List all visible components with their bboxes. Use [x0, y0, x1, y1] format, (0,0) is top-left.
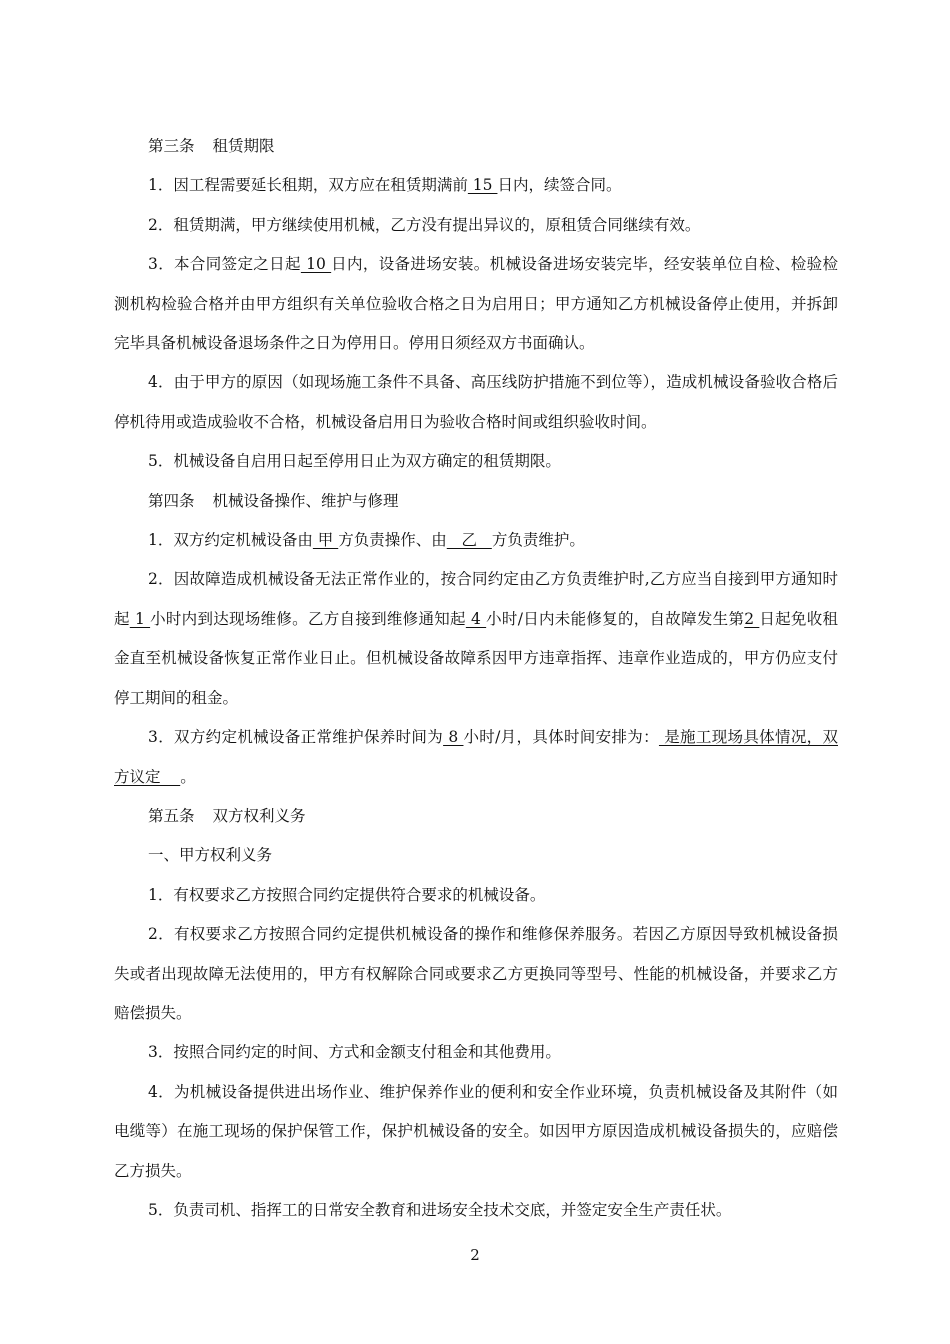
clause-text: 1．双方约定机械设备由 — [148, 531, 313, 550]
article-5-heading — [114, 797, 838, 836]
article-4-clause-2 — [114, 560, 838, 718]
article-4-number: 第四条 — [148, 491, 195, 510]
clause-text: 小时/月，具体时间安排为： — [463, 728, 659, 747]
contract-body — [114, 127, 838, 1230]
clause-text: 5．负责司机、指挥工的日常安全教育和进场安全技术交底，并签定安全生产责任状。 — [148, 1200, 732, 1219]
clause-text: 小时内到达现场维修。乙方自接到维修通知起 — [150, 609, 466, 628]
clause-text: 日起免收租金直至机械设备恢复正常作业日止。但机械设备故障系因甲方违章指挥、违章作业造成的，甲方仍应支付停工期间的租金。 — [114, 609, 838, 707]
article-5-clause-1 — [114, 876, 838, 915]
article-5-subheading-party-a: 一、甲方权利义务 — [148, 846, 273, 865]
article-3-clause-2 — [114, 206, 838, 245]
page-number: 2 — [470, 1246, 480, 1264]
article-5-clause-3 — [114, 1033, 838, 1072]
article-4-clause-3 — [114, 718, 838, 797]
clause-text: 小时/日内未能修复的，自故障发生第 — [486, 609, 745, 628]
clause-text: 3．按照合同约定的时间、方式和金额支付租金和其他费用。 — [148, 1043, 561, 1062]
clause-text: 2．租赁期满，甲方继续使用机械，乙方没有提出异议的，原租赁合同继续有效。 — [148, 215, 701, 234]
clause-text: 1．因工程需要延长租期，双方应在租赁期满前 — [148, 176, 468, 195]
arrival-hours-field: 1 — [129, 609, 151, 628]
article-5-clause-4 — [114, 1073, 838, 1191]
schedule-arrangement-field: 是施工现场具体情况，双方议定 — [114, 728, 838, 786]
renewal-days-field: 15 — [467, 176, 498, 195]
article-5-clause-2 — [114, 915, 838, 1033]
article-3-clause-4 — [114, 363, 838, 442]
clause-text: 。 — [180, 767, 196, 786]
article-5-clause-5 — [114, 1191, 838, 1230]
article-3-clause-5 — [114, 442, 838, 481]
article-4-clause-1 — [114, 521, 838, 560]
rent-free-day-field: 2 — [744, 609, 760, 628]
article-4-title: 机械设备操作、维护与修理 — [212, 491, 399, 510]
clause-text: 2．有权要求乙方按照合同约定提供机械设备的操作和维修保养服务。若因乙方原因导致机械设备损失或者出现故障无法使用的，甲方有权解除合同或要求乙方更换同等型号、性能的机械设备，并要求乙方赔偿损失。 — [114, 925, 838, 1022]
clause-text: 3．双方约定机械设备正常维护保养时间为 — [148, 728, 444, 747]
article-3-clause-3 — [114, 245, 838, 363]
clause-text: 方负责操作、由 — [338, 531, 447, 550]
clause-text: 方负责维护。 — [491, 531, 585, 550]
clause-text: 日内，设备进场安装。机械设备进场安装完毕，经安装单位自检、检验检测机构检验合格并由甲方组织有关单位验收合格之日为启用日；甲方通知乙方机械设备停止使用，并拆卸完毕具备机械设备退场条件之日为停用日。停用日须经双方书面确认。 — [114, 255, 838, 353]
operator-party-field: 甲 — [312, 531, 339, 550]
article-3-number: 第三条 — [148, 137, 195, 155]
clause-text: 3．本合同签定之日起 — [148, 255, 301, 274]
maintenance-hours-field: 8 — [443, 728, 464, 747]
clause-text: 日内，续签合同。 — [497, 176, 622, 195]
repair-limit-field: 4 — [465, 609, 487, 628]
clause-text: 2．因故障造成机械设备无法正常作业的，按合同约定由乙方负责维护时,乙方应当自接到甲方通知时起 — [114, 570, 838, 628]
article-4-heading — [114, 482, 838, 521]
installation-days-field: 10 — [300, 255, 332, 274]
article-3-clause-1 — [114, 166, 838, 205]
article-3-title: 租赁期限 — [212, 137, 275, 155]
clause-text: 4．由于甲方的原因（如现场施工条件不具备、高压线防护措施不到位等），造成机械设备验收合格后停机待用或造成验收不合格，机械设备启用日为验收合格时间或组织验收时间。 — [114, 373, 838, 431]
clause-text: 4．为机械设备提供进出场作业、维护保养作业的便利和安全作业环境，负责机械设备及其附件（如电缆等）在施工现场的保护保管工作，保护机械设备的安全。如因甲方原因造成机械设备损失的，应赔偿乙方损失。 — [114, 1082, 838, 1180]
clause-text: 1．有权要求乙方按照合同约定提供符合要求的机械设备。 — [148, 885, 546, 904]
article-3-heading — [114, 127, 838, 166]
article-5-number: 第五条 — [148, 806, 195, 825]
article-5-title: 双方权利义务 — [212, 806, 306, 825]
clause-text: 5．机械设备自启用日起至停用日止为双方确定的租赁期限。 — [148, 452, 561, 471]
maintainer-party-field: 乙 — [446, 531, 492, 550]
